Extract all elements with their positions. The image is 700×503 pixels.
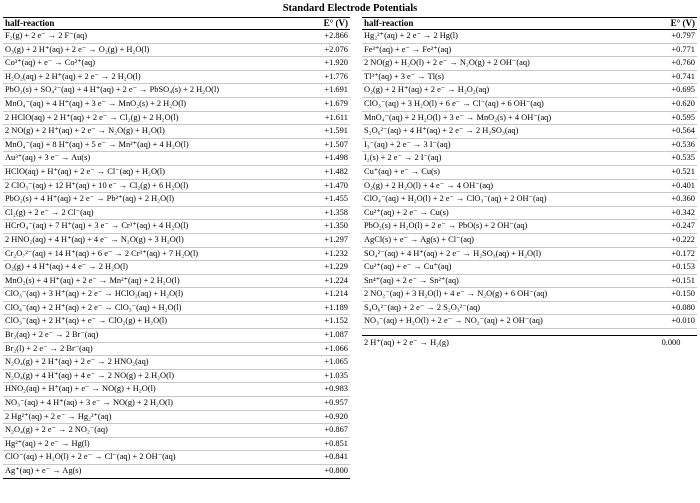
half-reaction-cell: ClO₄⁻(aq) + 2 H⁺(aq) + 2 e⁻ → ClO₃⁻(aq) + H₂O(l) — [3, 301, 298, 315]
table-row — [3, 152, 350, 166]
divider-cell — [362, 329, 645, 336]
potential-cell: +0.800 — [298, 465, 350, 479]
potential-cell: +0.150 — [645, 288, 697, 302]
potential-cell: +0.172 — [645, 247, 697, 261]
table-row — [362, 247, 697, 261]
potential-cell: +0.536 — [645, 138, 697, 152]
potential-cell: +0.080 — [645, 301, 697, 315]
half-reaction-cell: 2 ClO₃⁻(aq) + 12 H⁺(aq) + 10 e⁻ → Cl₂(g) + 6 H₂O(l) — [3, 179, 298, 193]
potential-cell: +0.771 — [645, 43, 697, 57]
table-row — [3, 437, 350, 451]
table-row — [3, 193, 350, 207]
table-row — [362, 179, 697, 193]
half-reaction-cell: I₂(s) + 2 e⁻ → 2 I⁻(aq) — [362, 152, 645, 166]
potential-cell: +1.498 — [298, 152, 350, 166]
half-reaction-cell: S₄O₆²⁻(aq) + 2 e⁻ → 2 S₂O₃²⁻(aq) — [362, 301, 645, 315]
half-reaction-cell: H₂O₂(aq) + 2 H⁺(aq) + 2 e⁻ → 2 H₂O(l) — [3, 70, 298, 84]
table-row — [362, 301, 697, 315]
potential-cell: 0.000 — [661, 337, 681, 347]
potential-cell: +1.611 — [298, 111, 350, 125]
potential-cell: +1.066 — [298, 342, 350, 356]
table-row — [3, 301, 350, 315]
potential-cell: +1.350 — [298, 220, 350, 234]
table-row — [3, 274, 350, 288]
table-row — [3, 30, 350, 44]
potential-cell: +0.401 — [645, 179, 697, 193]
potential-cell: +1.470 — [298, 179, 350, 193]
potential-cell: +1.297 — [298, 233, 350, 247]
table-row — [362, 274, 697, 288]
half-reaction-cell: Br₂(aq) + 2 e⁻ → 2 Br⁻(aq) — [3, 329, 298, 343]
table-row — [3, 410, 350, 424]
potential-cell: +1.920 — [298, 57, 350, 71]
half-reaction-cell: N₂O₄(g) + 4 H⁺(aq) + 4 e⁻ → 2 NO(g) + 2 H₂O(l) — [3, 369, 298, 383]
half-reaction-cell: 2 NO(g) + 2 H⁺(aq) + 2 e⁻ → N₂O(g) + H₂O(l) — [3, 125, 298, 139]
half-reaction-cell: Cu²⁺(aq) + 2 e⁻ → Cu(s) — [362, 206, 645, 220]
half-reaction-cell: ClO₃⁻(aq) + 3 H⁺(aq) + 2 e⁻ → HClO₂(aq) + H₂O(l) — [3, 288, 298, 302]
potential-cell: +1.776 — [298, 70, 350, 84]
half-reaction-cell: ClO₃⁻(aq) + 2 H⁺(aq) + e⁻ → ClO₂(g) + H₂O(l) — [3, 315, 298, 329]
table-row — [362, 30, 697, 44]
half-reaction-cell: HNO₂(aq) + H⁺(aq) + e⁻ → NO(g) + H₂O(l) — [3, 383, 298, 397]
table-row — [3, 329, 350, 343]
half-reaction-cell: Sn⁴⁺(aq) + 2 e⁻ → Sn²⁺(aq) — [362, 274, 645, 288]
potential-cell: +0.564 — [645, 125, 697, 139]
half-reaction-cell: Ag⁺(aq) + e⁻ → Ag(s) — [3, 465, 298, 479]
table-row — [362, 261, 697, 275]
potential-cell: +1.507 — [298, 138, 350, 152]
half-reaction-cell: Tl³⁺(aq) + 3 e⁻ → Tl(s) — [362, 70, 645, 84]
potential-cell: +0.247 — [645, 220, 697, 234]
potential-cell: +1.224 — [298, 274, 350, 288]
half-reaction-cell: Cu⁺(aq) + e⁻ → Cu(s) — [362, 165, 645, 179]
half-reaction-cell: NO₃⁻(aq) + H₂O(l) + 2 e⁻ → NO₂⁻(aq) + 2 OH⁻(aq) — [362, 315, 645, 329]
table-row — [362, 288, 697, 302]
table-row — [3, 138, 350, 152]
half-reaction-cell: MnO₄⁻(aq) + 4 H⁺(aq) + 3 e⁻ → MnO₂(s) + 2 H₂O(l) — [3, 97, 298, 111]
table-row — [3, 465, 350, 479]
potential-cell: +1.189 — [298, 301, 350, 315]
table-row — [362, 220, 697, 234]
half-reaction-cell: Co³⁺(aq) + e⁻ → Co²⁺(aq) — [3, 57, 298, 71]
potential-cell: +1.455 — [298, 193, 350, 207]
half-reaction-cell: F₂(g) + 2 e⁻ → 2 F⁻(aq) — [3, 30, 298, 44]
table-row — [362, 152, 697, 166]
half-reaction-cell: NO₃⁻(aq) + 4 H⁺(aq) + 3 e⁻ → NO(g) + 2 H₂O(l) — [3, 397, 298, 411]
table-row — [3, 247, 350, 261]
half-reaction-cell: S₂O₆²⁻(aq) + 4 H⁺(aq) + 2 e⁻ → 2 H₂SO₃(aq) — [362, 125, 645, 139]
table-row — [362, 97, 697, 111]
table-row — [362, 336, 697, 351]
potential-cell: +1.214 — [298, 288, 350, 302]
divider-cell — [645, 329, 697, 336]
half-reaction-cell: 2 Hg²⁺(aq) + 2 e⁻ → Hg₂²⁺(aq) — [3, 410, 298, 424]
potential-cell: +2.076 — [298, 43, 350, 57]
half-reaction-cell: HCrO₄⁻(aq) + 7 H⁺(aq) + 3 e⁻ → Cr³⁺(aq) + 4 H₂O(l) — [3, 220, 298, 234]
header-potential: E° (V) — [645, 18, 697, 30]
table-row — [3, 84, 350, 98]
potential-cell: +0.760 — [645, 57, 697, 71]
header-half-reaction: half-reaction — [3, 18, 298, 30]
table-row — [3, 342, 350, 356]
half-reaction-cell: MnO₄⁻(aq) + 8 H⁺(aq) + 5 e⁻ → Mn²⁺(aq) + 4 H₂O(l) — [3, 138, 298, 152]
table-row — [362, 233, 697, 247]
table-row — [3, 70, 350, 84]
table-header-row — [362, 18, 697, 30]
potential-cell: +0.957 — [298, 397, 350, 411]
page-title: Standard Electrode Potentials — [282, 3, 418, 14]
table-row — [3, 165, 350, 179]
half-reaction-cell: 2 H⁺(aq) + 2 e⁻ → H₂(g) — [364, 337, 449, 347]
potential-cell: +1.591 — [298, 125, 350, 139]
table-row — [3, 315, 350, 329]
potential-cell: +0.010 — [645, 315, 697, 329]
potential-cell: +1.358 — [298, 206, 350, 220]
table-row — [3, 369, 350, 383]
table-row — [3, 97, 350, 111]
potential-cell: +0.797 — [645, 30, 697, 44]
half-reaction-cell: MnO₄⁻(aq) + 2 H₂O(l) + 3 e⁻ → MnO₂(s) + 4 OH⁻(aq) — [362, 111, 645, 125]
table-row — [3, 43, 350, 57]
half-reaction-cell: N₂O₄(g) + 2 e⁻ → 2 NO₂⁻(aq) — [3, 424, 298, 438]
table-row — [3, 125, 350, 139]
half-reaction-cell: PbO₂(s) + 4 H⁺(aq) + 2 e⁻ → Pb²⁺(aq) + 2 H₂O(l) — [3, 193, 298, 207]
potential-cell: +0.851 — [298, 437, 350, 451]
potential-cell: +0.741 — [645, 70, 697, 84]
potential-cell: +1.087 — [298, 329, 350, 343]
potential-cell: +0.920 — [298, 410, 350, 424]
half-reaction-cell: ClO₃⁻(aq) + 3 H₂O(l) + 6 e⁻ → Cl⁻(aq) + 6 OH⁻(aq) — [362, 97, 645, 111]
potential-cell: +0.153 — [645, 261, 697, 275]
table-row — [362, 138, 697, 152]
half-reaction-cell: 2 HClO(aq) + 2 H⁺(aq) + 2 e⁻ → Cl₂(g) + 2 H₂O(l) — [3, 111, 298, 125]
potential-cell: +1.482 — [298, 165, 350, 179]
half-reaction-cell: O₂(g) + 2 H₂O(l) + 4 e⁻ → 4 OH⁻(aq) — [362, 179, 645, 193]
half-reaction-cell: Fe³⁺(aq) + e⁻ → Fe²⁺(aq) — [362, 43, 645, 57]
potential-cell: +1.232 — [298, 247, 350, 261]
potential-cell: +1.152 — [298, 315, 350, 329]
half-reaction-cell: Br₂(l) + 2 e⁻ → 2 Br⁻(aq) — [3, 342, 298, 356]
half-reaction-cell: Cr₂O₇²⁻(aq) + 14 H⁺(aq) + 6 e⁻ → 2 Cr³⁺(aq) + 7 H₂O(l) — [3, 247, 298, 261]
potential-cell: +1.691 — [298, 84, 350, 98]
table-row — [3, 261, 350, 275]
table-row — [3, 57, 350, 71]
half-reaction-cell: Au³⁺(aq) + 3 e⁻ → Au(s) — [3, 152, 298, 166]
table-row — [3, 233, 350, 247]
table-header-row — [3, 18, 350, 30]
half-reaction-cell: I₃⁻(aq) + 2 e⁻ → 3 I⁻(aq) — [362, 138, 645, 152]
potential-cell: +0.983 — [298, 383, 350, 397]
table-divider — [362, 329, 697, 336]
table-row — [3, 397, 350, 411]
potential-cell: +0.595 — [645, 111, 697, 125]
half-reaction-cell: AgCl(s) + e⁻ → Ag(s) + Cl⁻(aq) — [362, 233, 645, 247]
potential-cell: +0.151 — [645, 274, 697, 288]
table-row — [3, 383, 350, 397]
potential-cell: +2.866 — [298, 30, 350, 44]
potential-cell: +1.035 — [298, 369, 350, 383]
half-reaction-cell: Cu²⁺(aq) + e⁻ → Cu⁺(aq) — [362, 261, 645, 275]
table-row — [3, 220, 350, 234]
header-half-reaction: half-reaction — [362, 18, 645, 30]
half-reaction-cell: PbO₂(s) + SO₄²⁻(aq) + 4 H⁺(aq) + 2 e⁻ → PbSO₄(s) + 2 H₂O(l) — [3, 84, 298, 98]
table-row — [3, 424, 350, 438]
left-potentials-table — [3, 17, 350, 479]
table-row — [3, 288, 350, 302]
half-reaction-cell: 2 NO₂⁻(aq) + 3 H₂O(l) + 4 e⁻ → N₂O(g) + 6 OH⁻(aq) — [362, 288, 645, 302]
potential-cell: +1.065 — [298, 356, 350, 370]
half-reaction-cell: ClO₄⁻(aq) + H₂O(l) + 2 e⁻ → ClO₃⁻(aq) + 2 OH⁻(aq) — [362, 193, 645, 207]
potential-cell: +0.521 — [645, 165, 697, 179]
half-reaction-cell: O₂(g) + 2 H⁺(aq) + 2 e⁻ → H₂O₂(aq) — [362, 84, 645, 98]
table-row — [362, 43, 697, 57]
half-reaction-cell: 2 HNO₂(aq) + 4 H⁺(aq) + 4 e⁻ → N₂O(g) + 3 H₂O(l) — [3, 233, 298, 247]
half-reaction-cell: ClO⁻(aq) + H₂O(l) + 2 e⁻ → Cl⁻(aq) + 2 OH⁻(aq) — [3, 451, 298, 465]
potential-cell: +1.679 — [298, 97, 350, 111]
half-reaction-cell: 2 NO(g) + H₂O(l) + 2 e⁻ → N₂O(g) + 2 OH⁻(aq) — [362, 57, 645, 71]
table-row — [362, 57, 697, 71]
half-reaction-cell: MnO₂(s) + 4 H⁺(aq) + 2 e⁻ → Mn²⁺(aq) + 2 H₂O(l) — [3, 274, 298, 288]
table-row — [362, 193, 697, 207]
table-row — [3, 356, 350, 370]
half-reaction-cell: SO₄²⁻(aq) + 4 H⁺(aq) + 2 e⁻ → H₂SO₃(aq) + H₂O(l) — [362, 247, 645, 261]
table-row — [3, 206, 350, 220]
potential-cell: +0.695 — [645, 84, 697, 98]
potential-cell: +0.620 — [645, 97, 697, 111]
potential-cell: +0.867 — [298, 424, 350, 438]
table-row — [362, 125, 697, 139]
table-row — [362, 315, 697, 329]
half-reaction-cell: N₂O₄(g) + 2 H⁺(aq) + 2 e⁻ → 2 HNO₂(aq) — [3, 356, 298, 370]
table-row — [362, 111, 697, 125]
right-potentials-table — [362, 17, 697, 350]
table-row — [362, 165, 697, 179]
table-row — [362, 84, 697, 98]
table-row — [362, 206, 697, 220]
potential-cell: +0.222 — [645, 233, 697, 247]
table-row — [3, 111, 350, 125]
potential-cell: +0.841 — [298, 451, 350, 465]
table-row — [362, 70, 697, 84]
half-reaction-cell: Cl₂(g) + 2 e⁻ → 2 Cl⁻(aq) — [3, 206, 298, 220]
half-reaction-cell: Hg²⁺(aq) + 2 e⁻ → Hg(l) — [3, 437, 298, 451]
half-reaction-cell: PbO₂(s) + H₂O(l) + 2 e⁻ → PbO(s) + 2 OH⁻(aq) — [362, 220, 645, 234]
potential-cell: +0.360 — [645, 193, 697, 207]
half-reaction-cell: O₃(g) + 2 H⁺(aq) + 2 e⁻ → O₂(g) + H₂O(l) — [3, 43, 298, 57]
half-reaction-cell: Hg₂²⁺(aq) + 2 e⁻ → 2 Hg(l) — [362, 30, 645, 44]
table-row — [3, 451, 350, 465]
half-reaction-cell: O₂(g) + 4 H⁺(aq) + 4 e⁻ → 2 H₂O(l) — [3, 261, 298, 275]
table-row — [3, 179, 350, 193]
header-potential: E° (V) — [298, 18, 350, 30]
potential-cell: +1.229 — [298, 261, 350, 275]
half-reaction-cell: HClO(aq) + H⁺(aq) + 2 e⁻ → Cl⁻(aq) + H₂O(l) — [3, 165, 298, 179]
potential-cell: +0.535 — [645, 152, 697, 166]
potential-cell: +0.342 — [645, 206, 697, 220]
